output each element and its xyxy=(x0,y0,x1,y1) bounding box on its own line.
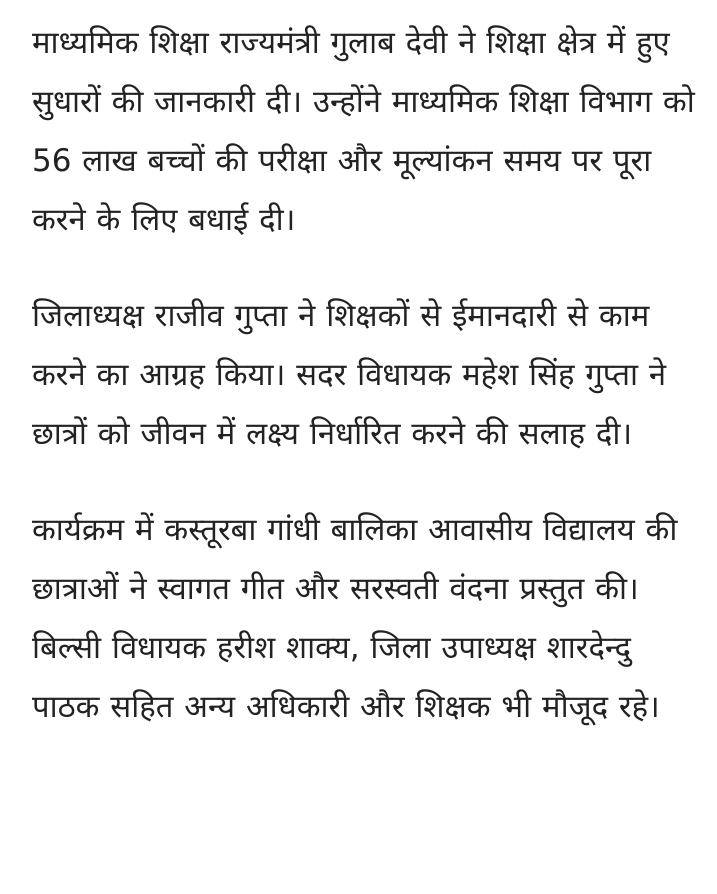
article-body xyxy=(32,14,700,737)
paragraph-program-attendees: कार्यक्रम में कस्तूरबा गांधी बालिका आवासीय विद्यालय की छात्राओं ने स्वागत गीत और सरस्वती वंदना प्रस्तुत की। बिल्सी विधायक हरीश शाक्य, जिला उपाध्यक्ष शारदेन्दु पाठक सहित अन्य अधिकारी और शिक्षक भी मौजूद रहे। xyxy=(32,512,678,725)
paragraph-minister-remarks: माध्यमिक शिक्षा राज्यमंत्री गुलाब देवी ने शिक्षा क्षेत्र में हुए सुधारों की जानकारी दी। उन्होंने माध्यमिक शिक्षा विभाग को 56 लाख बच्चों की परीक्षा और मूल्यांकन समय पर पूरा करने के लिए बधाई दी। xyxy=(32,25,695,238)
paragraph-district-remarks: जिलाध्यक्ष राजीव गुप्ता ने शिक्षकों से ईमानदारी से काम करने का आग्रह किया। सदर विधायक महेश सिंह गुप्ता ने छात्रों को जीवन में लक्ष्य निर्धारित करने की सलाह दी। xyxy=(32,298,667,452)
